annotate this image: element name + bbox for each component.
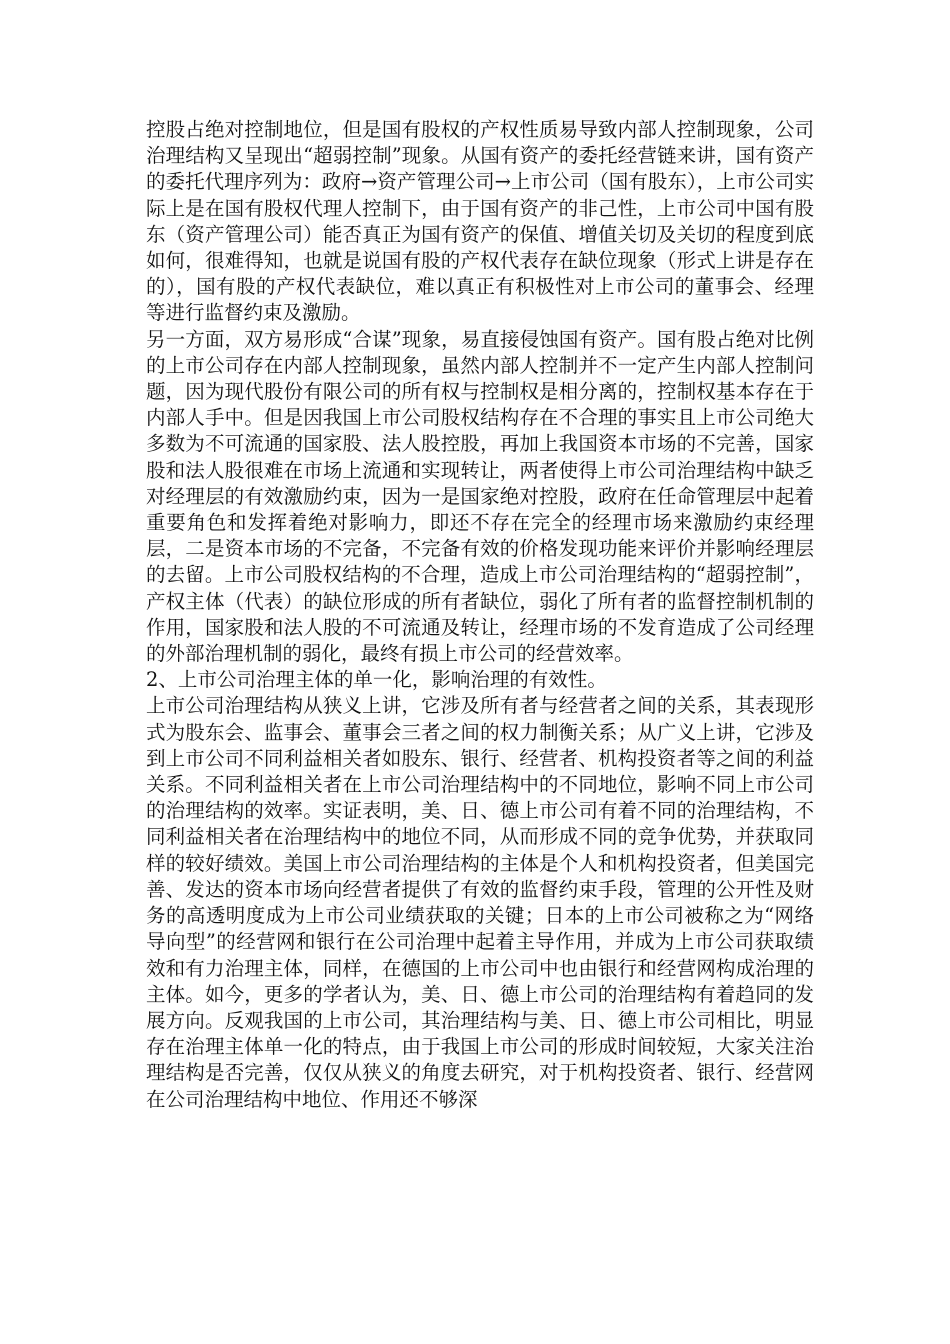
section-heading-governance-subject: 2、上市公司治理主体的单一化，影响治理的有效性。 [146,668,607,692]
paragraph-state-ownership-control: 控股占绝对控制地位，但是国有股权的产权性质易导致内部人控制现象，公司治理结构又呈现出“超弱控制”现象。从国有资产的委托经营链来讲，国有资产的委托代理序列为：政府→资产管理公司→上市公司（国有股东），上市公司实际上是在国有股权代理人控制下，由于国有资产的非己性，上市公司中国有股东（资产管理公司）能否真正为国有资产的保值、增值关切及关切的程度到底如何，很难得知，也就是说国有股的产权代表存在缺位现象（形式上讲是存在的），国有股的产权代表缺位，难以真正有积极性对上市公司的董事会、经理等进行监督约束及激励。 [146,118,814,325]
paragraph-collusion: 另一方面，双方易形成“合谋”现象，易直接侵蚀国有资产。国有股占绝对比例的上市公司存在内部人控制现象，虽然内部人控制并不一定产生内部人控制问题，因为现代股份有限公司的所有权与控制权是相分离的，控制权基本存在于内部人手中。但是因我国上市公司股权结构存在不合理的事实且上市公司绝大多数为不可流通的国家股、法人股控股，再加上我国资本市场的不完善，国家股和法人股很难在市场上流通和实现转让，两者使得上市公司治理结构中缺乏对经理层的有效激励约束，因为一是国家绝对控股，政府在任命管理层中起着重要角色和发挥着绝对影响力，即还不存在完全的经理市场来激励约束经理层，二是资本市场的不完备，不完备有效的价格发现功能来评价并影响经理层的去留。上市公司股权结构的不合理，造成上市公司治理结构的“超弱控制”，产权主体（代表）的缺位形成的所有者缺位，弱化了所有者的监督控制机制的作用，国家股和法人股的不可流通及转让，经理市场的不发育造成了公司经理的外部治理机制的弱化，最终有损上市公司的经营效率。 [146,327,814,666]
document-page [146,117,814,1113]
paragraph-governance-structure: 上市公司治理结构从狭义上讲，它涉及所有者与经营者之间的关系，其表现形式为股东会、监事会、董事会三者之间的权力制衡关系；从广义上讲，它涉及到上市公司不同利益相关者如股东、银行、经营者、机构投资者等之间的利益关系。不同利益相关者在上市公司治理结构中的不同地位，影响不同上市公司的治理结构的效率。实证表明，美、日、德上市公司有着不同的治理结构，不同利益相关者在治理结构中的地位不同，从而形成不同的竞争优势，并获取同样的较好绩效。美国上市公司治理结构的主体是个人和机构投资者，但美国完善、发达的资本市场向经营者提供了有效的监督约束手段，管理的公开性及财务的高透明度成为上市公司业绩获取的关键；日本的上市公司被称之为“网络导向型”的经营网和银行在公司治理中起着主导作用，并成为上市公司获取绩效和有力治理主体，同样，在德国的上市公司中也由银行和经营网构成治理的主体。如今，更多的学者认为，美、日、德上市公司的治理结构有着趋同的发展方向。反观我国的上市公司，其治理结构与美、日、德上市公司相比，明显存在治理主体单一化的特点，由于我国上市公司的形成时间较短，大家关注治理结构是否完善，仅仅从狭义的角度去研究，对于机构投资者、银行、经营网在公司治理结构中地位、作用还不够深 [146,694,814,1111]
